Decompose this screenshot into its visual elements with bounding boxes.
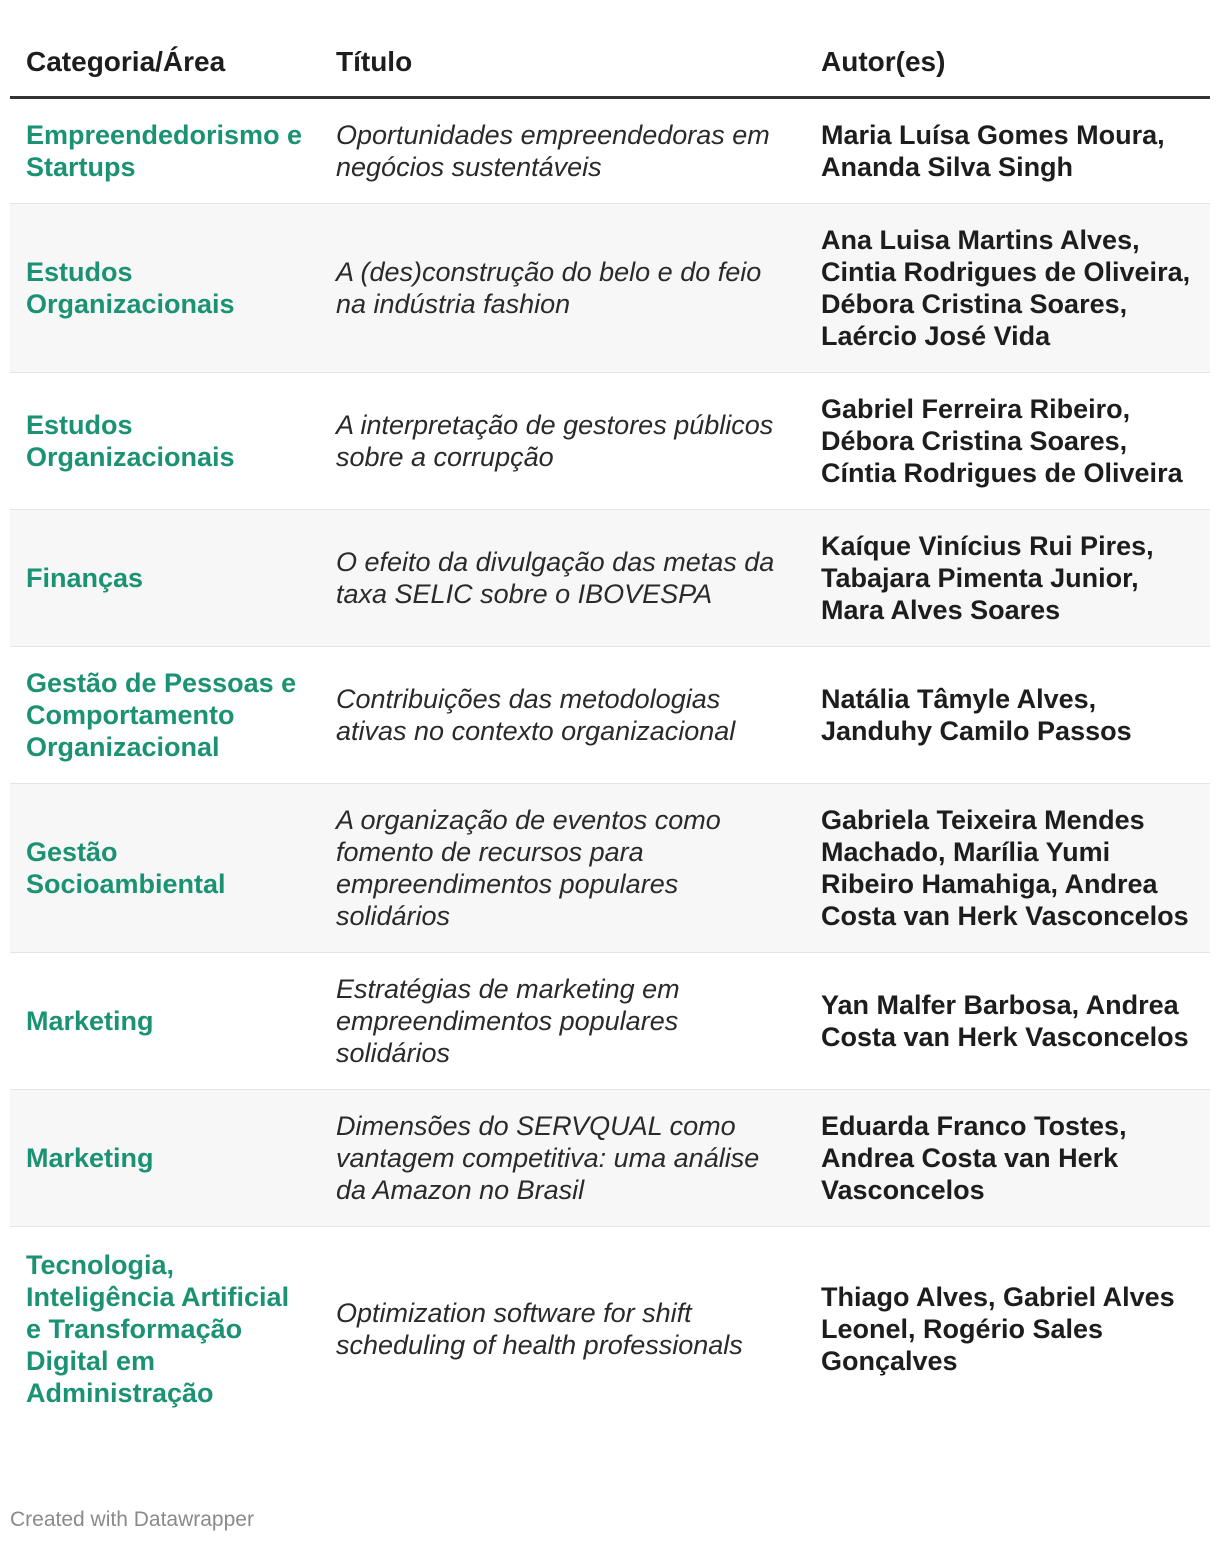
category-cell: Marketing [10,1090,320,1227]
title-cell: Oportunidades empreendedoras em negócios sustentáveis [320,98,805,204]
authors-cell: Maria Luísa Gomes Moura, Ananda Silva Singh [805,98,1210,204]
category-cell: Gestão de Pessoas e Comportamento Organizacional [10,647,320,784]
title-cell: O efeito da divulgação das metas da taxa SELIC sobre o IBOVESPA [320,510,805,647]
papers-table-container [10,28,1210,1431]
column-header-authors[interactable]: Autor(es) [805,28,1210,98]
authors-cell: Yan Malfer Barbosa, Andrea Costa van Herk Vasconcelos [805,953,1210,1090]
category-cell: Gestão Socioambiental [10,784,320,953]
table-body [10,98,1210,1432]
authors-cell: Ana Luisa Martins Alves, Cintia Rodrigues de Oliveira, Débora Cristina Soares, Laércio José Vida [805,204,1210,373]
category-cell: Tecnologia, Inteligência Artificial e Transformação Digital em Administração [26,1250,290,1408]
papers-table [10,28,1210,1431]
table-row [10,647,1210,784]
datawrapper-credit[interactable]: Created with Datawrapper [10,1508,254,1531]
column-header-category[interactable]: Categoria/Área [10,28,320,98]
category-cell: Estudos Organizacionais [10,204,320,373]
authors-cell: Gabriel Ferreira Ribeiro, Débora Cristina Soares, Cíntia Rodrigues de Oliveira [805,373,1210,510]
authors-cell: Thiago Alves, Gabriel Alves Leonel, Rogério Sales Gonçalves [821,1282,1175,1376]
table-row [10,510,1210,647]
column-header-title[interactable]: Título [320,28,805,98]
title-cell: Estratégias de marketing em empreendimentos populares solidários [320,953,805,1090]
category-cell: Finanças [10,510,320,647]
table-row [10,204,1210,373]
authors-cell: Eduarda Franco Tostes, Andrea Costa van Herk Vasconcelos [805,1090,1210,1227]
table-row [10,373,1210,510]
header-row [10,28,1210,98]
title-cell: Optimization software for shift scheduling of health professionals [336,1298,743,1360]
category-cell: Marketing [10,953,320,1090]
category-cell: Estudos Organizacionais [10,373,320,510]
title-cell: A interpretação de gestores públicos sobre a corrupção [320,373,805,510]
table-row [10,98,1210,204]
authors-cell: Natália Tâmyle Alves, Janduhy Camilo Passos [805,647,1210,784]
authors-cell: Gabriela Teixeira Mendes Machado, Marília Yumi Ribeiro Hamahiga, Andrea Costa van Herk Vasconcelos [805,784,1210,953]
title-cell: A organização de eventos como fomento de recursos para empreendimentos populares solidários [320,784,805,953]
title-cell: Contribuições das metodologias ativas no contexto organizacional [320,647,805,784]
category-cell: Empreendedorismo e Startups [10,98,320,204]
table-header [10,28,1210,98]
authors-cell: Kaíque Vinícius Rui Pires, Tabajara Pimenta Junior, Mara Alves Soares [805,510,1210,647]
table-row [10,1227,1210,1432]
table-row [10,953,1210,1090]
table-row [10,784,1210,953]
title-cell: A (des)construção do belo e do feio na indústria fashion [320,204,805,373]
title-cell: Dimensões do SERVQUAL como vantagem competitiva: uma análise da Amazon no Brasil [320,1090,805,1227]
table-row [10,1090,1210,1227]
